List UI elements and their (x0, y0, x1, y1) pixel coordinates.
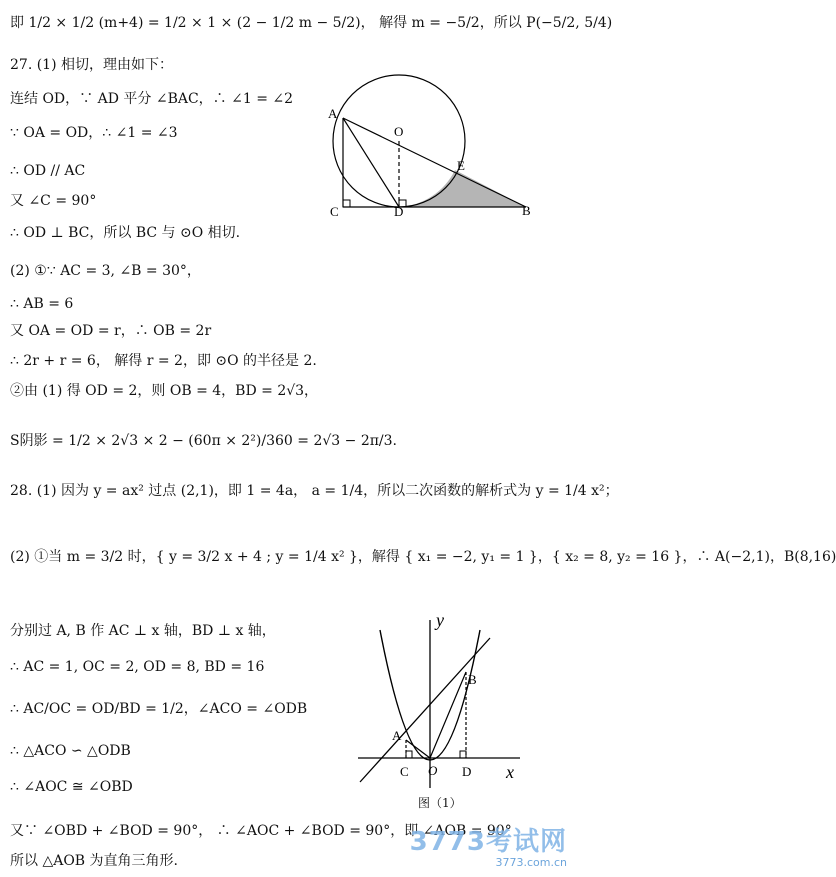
parabola-figure-svg (340, 600, 530, 790)
line-28-1-parabola: 28. (1) 因为 y = ax² 过点 (2,1)，即 1 = 4a， a = 1/4，所以二次函数的解析式为 y = 1/4 x²； (10, 483, 619, 499)
label-d2: D (462, 764, 472, 779)
label-d: D (394, 204, 404, 219)
axis-label-x: x (506, 762, 514, 782)
right-angle-mark-c (343, 200, 350, 207)
label-o2: O (428, 763, 438, 778)
label-c2: C (400, 764, 409, 779)
line-27-2-given: (2) ①∵ AC = 3, ∠B = 30°， (10, 263, 201, 279)
watermark-brand: 3773考试网 (409, 827, 567, 857)
axis-label-y: y (436, 610, 444, 630)
figure-caption: 图（1） (418, 796, 462, 810)
line-perpendiculars: 分别过 A, B 作 AC ⊥ x 轴，BD ⊥ x 轴， (10, 623, 276, 639)
label-b2: B (468, 672, 477, 687)
coordinate-figure-parabola (340, 600, 530, 790)
line-connect-od: 连结 OD，∵ AD 平分 ∠BAC，∴ ∠1 = ∠2 (10, 91, 294, 107)
line-ob-2r: 又 OA = OD = r，∴ OB = 2r (10, 323, 212, 339)
segment-oa (406, 740, 430, 758)
geometry-figure-circle (322, 66, 532, 219)
line-bc-tangent: ∴ OD ⊥ BC，所以 BC 与 ⊙O 相切. (10, 225, 241, 241)
circle-figure-svg (322, 66, 532, 219)
line-27-1-heading: 27. (1) 相切，理由如下： (10, 57, 173, 73)
line-bd-value: ②由 (1) 得 OD = 2，则 OB = 4，BD = 2√3， (10, 383, 319, 399)
line-segment-lengths: ∴ AC = 1, OC = 2, OD = 8, BD = 16 (10, 659, 265, 675)
label-b: B (522, 203, 531, 218)
line-right-triangle-conclusion: 所以 △AOB 为直角三角形. (10, 853, 178, 869)
right-angle-mark-c2 (406, 751, 412, 758)
label-a2: A (392, 728, 402, 743)
line-od-parallel-ac: ∴ OD // AC (10, 163, 86, 179)
label-a: A (328, 106, 338, 121)
line-ab (360, 638, 490, 782)
line-28-2-system: (2) ①当 m = 3/2 时，{ y = 3/2 x + 4 ; y = 1/4 x² }，解得 { x₁ = −2, y₁ = 1 }，{ x₂ = 8, y₂ = 16 }，∴ A(−2,1)，B(8,16) (10, 549, 836, 565)
line-similar-triangles: ∴ △ACO ∽ △ODB (10, 743, 131, 759)
line-angle-congruent: ∴ ∠AOC ≅ ∠OBD (10, 779, 133, 795)
right-angle-mark-d2 (460, 751, 466, 758)
line-ratio-equal: ∴ AC/OC = OD/BD = 1/2，∠ACO = ∠ODB (10, 701, 308, 717)
watermark (410, 821, 567, 869)
watermark-url: 3773.com.cn (495, 856, 567, 869)
line-angle-c-90: 又 ∠C = 90° (10, 193, 97, 209)
label-e: E (457, 158, 465, 173)
line-shaded-area: S阴影 = 1/2 × 2√3 × 2 − (60π × 2²)/360 = 2√3 − 2π/3. (10, 433, 397, 449)
line-ab-6: ∴ AB = 6 (10, 296, 74, 312)
label-o: O (394, 124, 404, 139)
line-right-angle-sum: 又∵ ∠OBD + ∠BOD = 90°， ∴ ∠AOC + ∠BOD = 90°，即 ∠AOB = 90° (10, 823, 512, 839)
line-p-coordinate-solution: 即 1/2 × 1/2 (m+4) = 1/2 × 1 × (2 − 1/2 m − 5/2)， 解得 m = −5/2，所以 P(−5/2, 5/4) (10, 15, 613, 31)
line-radius-2: ∴ 2r + r = 6， 解得 r = 2，即 ⊙O 的半径是 2. (10, 353, 317, 369)
label-c: C (330, 204, 339, 219)
line-oa-equals-od: ∵ OA = OD，∴ ∠1 = ∠3 (10, 125, 178, 141)
